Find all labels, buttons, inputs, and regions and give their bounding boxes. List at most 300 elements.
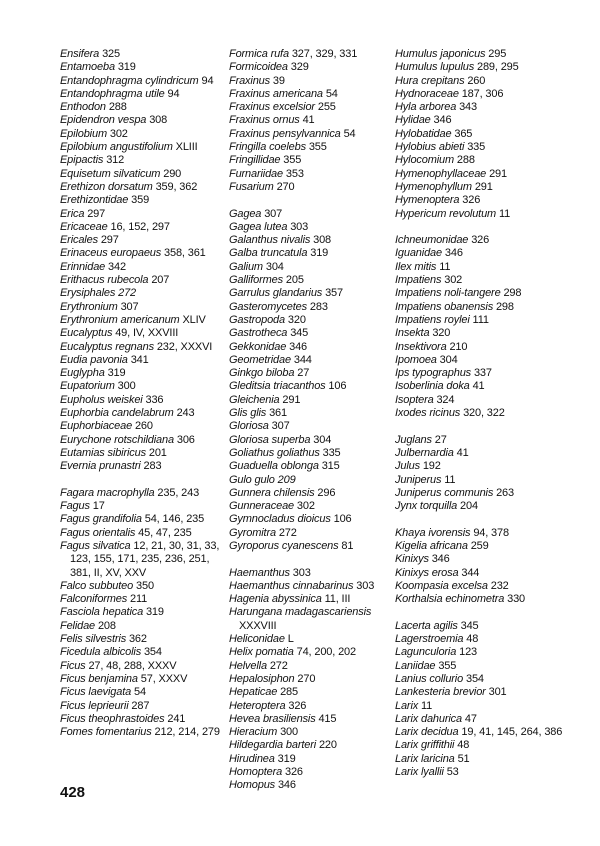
index-term: Impatiens: [395, 274, 442, 287]
index-pages: 301: [488, 686, 507, 699]
index-term: Isoberlinia doka: [395, 380, 470, 393]
index-term: Homopus: [229, 779, 276, 792]
section-gap: [395, 513, 565, 526]
index-pages: 307: [264, 207, 283, 220]
index-pages: 319: [117, 61, 136, 74]
index-pages: 51: [457, 752, 470, 765]
index-term: Gagea: [229, 207, 262, 220]
index-entry: [395, 380, 565, 393]
index-entry: [60, 487, 220, 500]
index-term: Lagerstroemia: [395, 633, 464, 646]
index-term: Impatiens obanensis: [395, 300, 494, 313]
index-entry: [229, 513, 389, 526]
index-term: Garrulus glandarius: [229, 287, 323, 300]
index-term: Erethizon dorsatum: [60, 180, 153, 193]
index-entry: [229, 527, 389, 540]
index-entry: [395, 660, 565, 673]
index-term: Erythronium americanum: [60, 313, 180, 326]
index-entry: [229, 261, 389, 274]
index-entry: [395, 247, 565, 260]
index-pages: 48: [457, 739, 470, 752]
index-term: Fagus grandifolia: [60, 513, 142, 526]
index-entry: [60, 274, 220, 287]
index-entry: [60, 181, 220, 194]
index-entry: [60, 247, 220, 260]
index-term: Equisetum silvaticum: [60, 167, 161, 180]
index-pages: 27: [297, 367, 310, 380]
index-term: Larix griffithii: [395, 739, 455, 752]
index-pages: 304: [265, 260, 284, 273]
index-term: Felidae: [60, 619, 96, 632]
index-pages: 319: [145, 606, 164, 619]
index-pages: 302: [444, 274, 463, 287]
index-entry: [60, 447, 220, 460]
index-entry: [60, 646, 220, 659]
index-term: Fringilla coelebs: [229, 141, 306, 154]
index-entry: [229, 394, 389, 407]
index-term: Hylobatidae: [395, 127, 452, 140]
index-pages: 94: [167, 87, 180, 100]
index-pages: 285: [280, 686, 298, 699]
index-entry: [60, 513, 220, 526]
index-column-3: [395, 48, 565, 779]
index-entry: [60, 407, 220, 420]
index-term: Fagus silvatica: [60, 539, 131, 552]
index-entry: [60, 686, 220, 699]
index-term: Juniperus: [395, 473, 442, 486]
index-pages: 106: [333, 513, 352, 526]
index-term: Hylidae: [395, 114, 431, 127]
index-pages: 11, III: [324, 593, 351, 606]
index-term: Humulus lupulus: [395, 61, 475, 74]
index-entry: [60, 726, 220, 739]
index-pages: 260: [134, 420, 153, 433]
index-term: Gyromitra: [229, 526, 276, 539]
index-term: Ixodes ricinus: [395, 407, 461, 420]
index-entry: [60, 434, 220, 447]
index-term: Fagus: [60, 500, 90, 513]
index-pages: 326: [471, 234, 490, 247]
index-term: Goliathus goliathus: [229, 446, 320, 459]
index-term: Insekta: [395, 327, 430, 340]
index-pages: 270: [276, 180, 295, 193]
index-entry: [229, 141, 389, 154]
index-entry: [395, 48, 565, 61]
index-entry: [395, 128, 565, 141]
index-term: Geometridae: [229, 353, 291, 366]
index-term: Heliconidae: [229, 633, 285, 646]
index-pages: 358, 361: [164, 247, 206, 260]
index-term: Falconiformes: [60, 593, 128, 606]
index-entry: [60, 660, 220, 673]
index-entry: [229, 500, 389, 513]
index-term: Hirudinea: [229, 752, 275, 765]
index-term: Gleditsia triacanthos: [229, 380, 326, 393]
index-entry: [229, 726, 389, 739]
index-term: Formica rufa: [229, 48, 289, 60]
index-entry: [395, 101, 565, 114]
index-entry: [395, 527, 565, 540]
index-term: Ficus laevigata: [60, 686, 132, 699]
index-pages: 354: [143, 646, 162, 659]
index-pages: 335: [322, 446, 341, 459]
index-pages: 355: [438, 659, 457, 672]
index-pages: 263: [496, 486, 514, 499]
index-term: Ericaceae: [60, 220, 108, 233]
index-term: Ips typographus: [395, 367, 472, 380]
index-pages: 361: [269, 407, 287, 420]
index-entry: [229, 434, 389, 447]
index-term: Ilex mitis: [395, 260, 437, 273]
index-term: Erinaceus europaeus: [60, 247, 162, 260]
index-term: Hildegardia barteri: [229, 739, 317, 752]
index-term: Ficus leprieurii: [60, 699, 129, 712]
section-gap: [60, 474, 220, 487]
index-entry: [60, 154, 220, 167]
index-entry: [395, 75, 565, 88]
index-pages: 312: [106, 154, 125, 167]
index-term: Fagara macrophylla: [60, 486, 155, 499]
index-term: Erysiphales: [60, 287, 116, 300]
index-pages: 304: [439, 353, 458, 366]
index-entry: [395, 61, 565, 74]
index-pages: 327, 329, 331: [291, 48, 358, 60]
index-entry: [60, 500, 220, 513]
index-pages: 205: [285, 274, 304, 287]
index-entry: [395, 447, 565, 460]
index-entry: [395, 208, 565, 221]
index-entry: [395, 88, 565, 101]
index-pages: 11: [444, 473, 456, 486]
index-entry: [229, 779, 389, 792]
index-entry: [395, 301, 565, 314]
index-term: Gleichenia: [229, 393, 280, 406]
index-term: Hymenophyllum: [395, 180, 472, 193]
index-pages: 291: [474, 180, 493, 193]
index-term: Kigelia africana: [395, 539, 468, 552]
index-term: Koompasia excelsa: [395, 579, 488, 592]
index-term: Erinnidae: [60, 260, 106, 273]
index-term: Euglypha: [60, 367, 105, 380]
index-term: Hura crepitans: [395, 74, 465, 87]
index-entry: [229, 460, 389, 473]
index-term: Gymnocladus dioicus: [229, 513, 331, 526]
index-entry: [395, 700, 565, 713]
index-pages: 255: [317, 101, 336, 114]
index-term: Fomes fomentarius: [60, 726, 152, 739]
index-pages: 12, 21, 30, 31, 33, 123, 155, 171, 235, 236, 251, 381, II, XV, XXV: [70, 539, 220, 579]
index-term: Lankesteria brevior: [395, 686, 486, 699]
index-entry: [60, 620, 220, 633]
section-gap: [229, 553, 389, 566]
index-entry: [395, 434, 565, 447]
index-pages: 289, 295: [476, 61, 519, 74]
index-entry: [229, 407, 389, 420]
index-pages: XXXVIII: [239, 619, 277, 632]
index-term: Fraxinus: [229, 74, 270, 87]
index-term: Fusarium: [229, 180, 274, 193]
section-gap: [395, 221, 565, 234]
index-entry: [229, 380, 389, 393]
index-entry: [229, 234, 389, 247]
index-term: Lagunculoria: [395, 646, 457, 659]
index-pages: 74, 200, 202: [296, 646, 356, 659]
index-entry: [60, 700, 220, 713]
index-term: Haemanthus cinnabarinus: [229, 579, 354, 592]
index-pages: 54: [325, 87, 338, 100]
index-term: Harungana madagascariensis: [229, 606, 372, 619]
index-entry: [395, 553, 565, 566]
index-term: Ficus theophrastoides: [60, 712, 165, 725]
index-term: Lacerta agilis: [395, 619, 458, 632]
index-pages: 326: [462, 194, 481, 207]
index-entry: [229, 61, 389, 74]
index-pages: 297: [100, 234, 119, 247]
index-entry: [395, 194, 565, 207]
index-pages: 291: [282, 393, 301, 406]
index-pages: 303: [290, 220, 309, 233]
index-pages: 359: [131, 194, 150, 207]
index-pages: 302: [109, 127, 128, 140]
index-term: Galanthus nivalis: [229, 234, 311, 247]
index-term: Korthalsia echinometra: [395, 593, 505, 606]
index-term: Larix dahurica: [395, 712, 462, 725]
index-entry: [60, 314, 220, 327]
index-pages: 295: [488, 48, 507, 60]
index-pages: 330: [507, 593, 526, 606]
index-entry: [60, 208, 220, 221]
index-entry: [229, 327, 389, 340]
index-entry: [60, 234, 220, 247]
index-column-1: [60, 48, 220, 739]
index-term: Humulus japonicus: [395, 48, 486, 60]
index-entry: [60, 527, 220, 540]
index-pages: 272: [278, 526, 297, 539]
index-term: Eurychone rotschildiana: [60, 433, 174, 446]
index-pages: 307: [120, 300, 139, 313]
index-entry: [229, 367, 389, 380]
index-term: Ginkgo biloba: [229, 367, 295, 380]
index-pages: 57, XXXV: [140, 672, 188, 685]
index-term: Felis silvestris: [60, 633, 127, 646]
index-pages: 297: [87, 207, 106, 220]
index-pages: 346: [444, 247, 463, 260]
index-pages: 11: [439, 260, 451, 273]
index-entry: [395, 487, 565, 500]
index-entry: [229, 713, 389, 726]
section-gap: [229, 194, 389, 207]
index-entry: [60, 48, 220, 61]
index-pages: 41: [456, 446, 469, 459]
index-pages: 106: [328, 380, 347, 393]
index-term: Hagenia abyssinica: [229, 593, 322, 606]
index-term: Laniidae: [395, 659, 436, 672]
index-entry: [229, 420, 389, 433]
index-term: Hymenoptera: [395, 194, 460, 207]
index-pages: 41: [302, 114, 315, 127]
index-pages: 365: [454, 127, 473, 140]
index-pages: 260: [467, 74, 486, 87]
index-pages: XLIII: [175, 141, 198, 154]
index-pages: 303: [292, 566, 311, 579]
index-pages: 344: [293, 353, 312, 366]
index-entry: [229, 75, 389, 88]
index-term: Hyla arborea: [395, 101, 457, 114]
index-entry: [229, 88, 389, 101]
index-pages: 335: [467, 141, 486, 154]
index-pages: 354: [465, 672, 484, 685]
index-pages: 187, 306: [461, 87, 504, 100]
index-entry: [60, 75, 220, 88]
index-term: Fraxinus americana: [229, 87, 323, 100]
index-entry: [395, 168, 565, 181]
index-pages: 288: [108, 101, 127, 114]
index-entry: [229, 660, 389, 673]
index-term: Lanius collurio: [395, 672, 464, 685]
index-pages: 11: [498, 207, 511, 220]
index-term: Ipomoea: [395, 353, 437, 366]
index-term: Gunneraceae: [229, 500, 295, 513]
index-term: Galium: [229, 260, 263, 273]
index-entry: [229, 221, 389, 234]
index-entry: [60, 420, 220, 433]
index-term: Isoptera: [395, 393, 434, 406]
index-entry: [229, 181, 389, 194]
index-entry: [60, 168, 220, 181]
index-entry: [229, 700, 389, 713]
index-term: Larix: [395, 699, 419, 712]
index-entry: [395, 753, 565, 766]
index-pages: 355: [283, 154, 302, 167]
index-term: Jynx torquilla: [395, 500, 458, 513]
index-entry: [395, 407, 565, 420]
index-pages: 346: [277, 779, 296, 792]
index-term: Ficus: [60, 659, 86, 672]
index-term: Gekkonidae: [229, 340, 287, 353]
index-entry: [395, 287, 565, 300]
index-pages: 81: [341, 539, 354, 552]
index-term: Larix laricina: [395, 752, 455, 765]
index-term: Homoptera: [229, 766, 283, 779]
index-pages: 290: [163, 167, 182, 180]
index-pages: 220: [318, 739, 337, 752]
index-entry: [60, 580, 220, 593]
index-term: Euphorbiaceae: [60, 420, 133, 433]
index-pages: 283: [143, 460, 162, 473]
index-entry: [395, 460, 565, 473]
index-pages: 47: [464, 712, 477, 725]
index-entry: [60, 61, 220, 74]
index-entry: [60, 88, 220, 101]
index-entry: [60, 221, 220, 234]
index-term: Hypericum revolutum: [395, 207, 497, 220]
index-pages: 325: [102, 48, 120, 60]
index-pages: 302: [296, 500, 315, 513]
index-pages: 353: [285, 167, 304, 180]
index-entry: [395, 593, 565, 606]
index-entry: [229, 580, 389, 593]
index-entry: [60, 540, 220, 580]
index-entry: [60, 460, 220, 473]
index-pages: 272: [269, 659, 288, 672]
index-pages: 287: [131, 699, 150, 712]
index-term: Hylobius abieti: [395, 141, 465, 154]
index-pages: 272: [118, 287, 137, 300]
index-entry: [60, 673, 220, 686]
index-term: Furnariidae: [229, 167, 283, 180]
index-entry: [60, 367, 220, 380]
index-pages: 17: [92, 500, 105, 513]
index-term: Ficus benjamina: [60, 672, 138, 685]
index-entry: [395, 739, 565, 752]
index-entry: [229, 753, 389, 766]
index-pages: 232, XXXVI: [156, 340, 213, 353]
index-term: Eucalyptus regnans: [60, 340, 154, 353]
index-entry: [229, 593, 389, 606]
index-term: Entandophragma cylindricum: [60, 74, 199, 87]
index-term: Glis glis: [229, 407, 267, 420]
index-entry: [60, 341, 220, 354]
index-pages: 94, 378: [473, 526, 509, 539]
index-entry: [229, 567, 389, 580]
index-pages: 288: [456, 154, 475, 167]
index-term: Hymenophyllaceae: [395, 167, 487, 180]
index-pages: 315: [321, 460, 340, 473]
index-entry: [229, 739, 389, 752]
index-term: Evernia prunastri: [60, 460, 141, 473]
index-term: Ensifera: [60, 48, 100, 60]
index-pages: 329: [290, 61, 309, 74]
index-term: Juglans: [395, 433, 432, 446]
index-term: Iguanidae: [395, 247, 442, 260]
index-term: Eudia pavonia: [60, 353, 128, 366]
index-entry: [229, 247, 389, 260]
index-pages: 320: [432, 327, 451, 340]
index-term: Guaduella oblonga: [229, 460, 319, 473]
index-pages: 307: [271, 420, 290, 433]
index-term: Erythronium: [60, 300, 118, 313]
index-entry: [60, 713, 220, 726]
index-pages: 350: [136, 579, 154, 592]
index-pages: 270: [297, 672, 316, 685]
index-entry: [395, 327, 565, 340]
index-entry: [395, 314, 565, 327]
index-term: Enthodon: [60, 101, 106, 114]
index-pages: 94: [201, 74, 214, 87]
index-entry: [395, 394, 565, 407]
index-term: Ericales: [60, 234, 98, 247]
index-term: Hepaticae: [229, 686, 278, 699]
index-term: Fraxinus pensylvannica: [229, 127, 341, 140]
index-entry: [395, 474, 565, 487]
index-pages: 320: [287, 313, 306, 326]
index-pages: 208: [97, 619, 116, 632]
index-entry: [60, 394, 220, 407]
index-pages: 326: [284, 766, 303, 779]
index-entry: [229, 114, 389, 127]
index-term: Epipactis: [60, 154, 104, 167]
index-entry: [229, 447, 389, 460]
index-entry: [60, 194, 220, 207]
index-pages: 346: [433, 114, 452, 127]
index-pages: 304: [313, 433, 332, 446]
index-entry: [395, 114, 565, 127]
index-pages: 345: [290, 327, 309, 340]
index-pages: 27: [434, 433, 447, 446]
index-pages: 300: [280, 726, 298, 739]
index-term: Gagea lutea: [229, 220, 288, 233]
index-entry: [229, 301, 389, 314]
